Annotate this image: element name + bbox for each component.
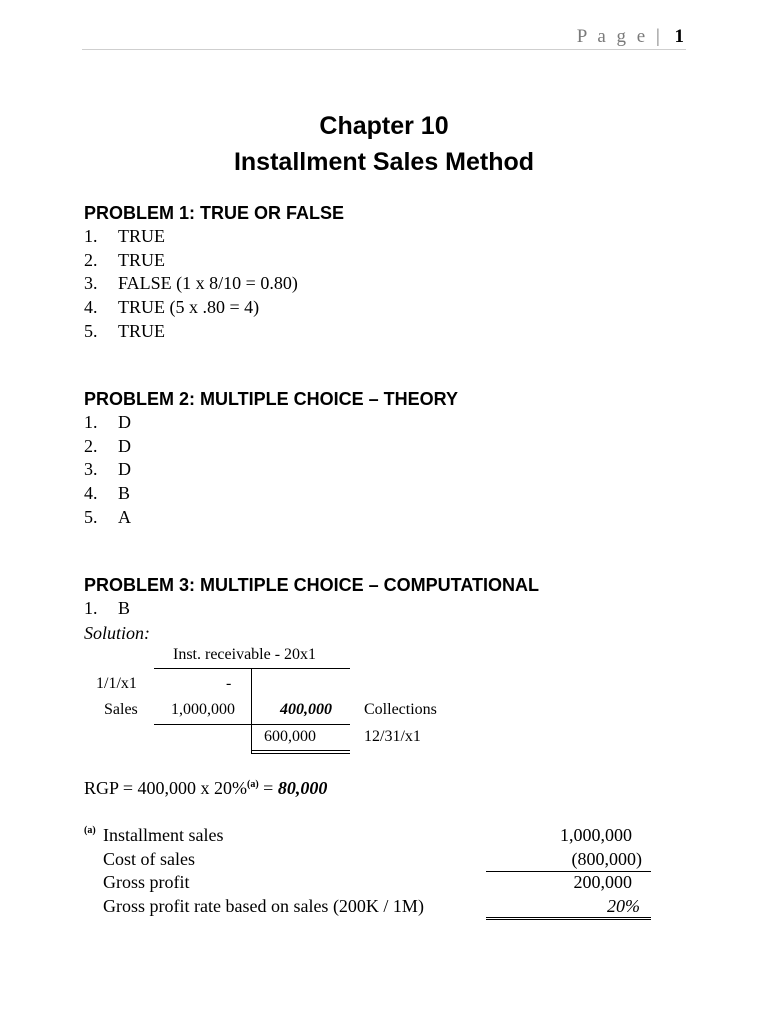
answer-text: A [118, 506, 131, 527]
answer-text: D [118, 412, 131, 432]
page-header [577, 26, 684, 48]
answer-number: 5. [84, 506, 98, 527]
gp-row-label: Cost of sales [103, 848, 195, 869]
answer-item [84, 597, 539, 621]
chapter-number: Chapter 10 [319, 112, 449, 140]
problem-2-heading: PROBLEM 2: MULTIPLE CHOICE – THEORY [84, 389, 459, 409]
page-number: 1 [674, 26, 684, 47]
answer-item [84, 272, 344, 296]
problem-3-answers [84, 597, 539, 621]
gp-row [84, 825, 664, 849]
answer-item [84, 320, 344, 344]
gp-row-value: 20% [607, 895, 640, 916]
answer-number: 2. [84, 435, 98, 456]
answer-item [84, 506, 458, 530]
rgp-formula: RGP = 400,000 x 20% [84, 778, 247, 798]
answer-number: 3. [84, 459, 98, 480]
answer-text: TRUE [118, 226, 165, 246]
answer-number: 2. [84, 249, 98, 270]
answer-text: D [118, 435, 131, 456]
answer-item [84, 458, 458, 482]
gp-total-double-rule [486, 917, 651, 920]
gross-profit-table [84, 825, 664, 919]
problem-3-heading: PROBLEM 3: MULTIPLE CHOICE – COMPUTATIONAL [84, 575, 539, 595]
answer-text: FALSE (1 x 8/10 = 0.80) [118, 273, 298, 294]
answer-item [84, 249, 344, 273]
answer-item [84, 411, 458, 435]
gp-row-label: Installment sales [103, 825, 224, 845]
answer-number: 1. [84, 412, 98, 432]
gp-row-value: 1,000,000 [560, 825, 632, 845]
t-account-sum-rule [154, 724, 350, 725]
rgp-footnote-ref: (a) [247, 779, 259, 790]
answer-text: D [118, 459, 131, 480]
t-account-row-label: Sales [104, 701, 138, 718]
answer-number: 1. [84, 226, 98, 246]
answer-item [84, 482, 458, 506]
answer-item [84, 225, 344, 249]
rgp-computation [84, 778, 327, 799]
page-separator: | [655, 26, 663, 47]
t-account-debit: 1,000,000 [171, 701, 235, 718]
gp-row-value: (800,000) [571, 848, 642, 869]
answer-number: 3. [84, 273, 98, 294]
problem-2-section [84, 387, 458, 530]
gp-row-value: 200,000 [573, 872, 632, 892]
answer-text: TRUE [118, 249, 165, 270]
answer-number: 4. [84, 483, 98, 504]
t-account-credit: 400,000 [280, 701, 332, 718]
chapter-title [0, 108, 768, 180]
t-account-double-rule-1 [251, 750, 350, 751]
problem-1-section [84, 201, 344, 344]
gp-row [84, 849, 664, 873]
page-word: P a g e [576, 26, 649, 47]
t-account-balance: 600,000 [264, 728, 316, 745]
problem-3-section [84, 573, 539, 645]
problem-1-answers [84, 225, 344, 344]
answer-text: B [118, 483, 131, 504]
t-account-top-rule [154, 668, 350, 669]
problem-1-heading: PROBLEM 1: TRUE OR FALSE [84, 203, 345, 223]
chapter-subtitle: Installment Sales Method [233, 148, 535, 176]
t-account-row-label: 1/1/x1 [96, 675, 137, 692]
t-account-center-rule [251, 668, 252, 753]
gp-footnote-marker: (a) [84, 825, 96, 836]
gp-row-label: Gross profit rate based on sales (200K / 1M) [103, 895, 424, 916]
answer-number: 4. [84, 297, 98, 318]
answer-number: 5. [84, 320, 98, 341]
t-account-balance-note: 12/31/x1 [364, 728, 421, 745]
answer-item [84, 435, 458, 459]
t-account [84, 640, 484, 760]
header-divider [82, 49, 686, 50]
gp-row-label: Gross profit [103, 872, 190, 892]
answer-text: B [118, 598, 131, 618]
t-account-note: Collections [364, 701, 437, 718]
answer-item [84, 296, 344, 320]
problem-2-answers [84, 411, 458, 530]
t-account-title: Inst. receivable - 20x1 [173, 646, 317, 663]
solution-label: Solution: [84, 622, 150, 643]
answer-text: TRUE [118, 320, 165, 341]
gp-row [84, 896, 664, 920]
answer-text: TRUE (5 x .80 = 4) [118, 297, 260, 318]
answer-number: 1. [84, 598, 98, 618]
t-account-double-rule-2 [251, 753, 350, 754]
rgp-equals: = [258, 778, 278, 798]
rgp-result: 80,000 [277, 778, 328, 798]
gp-row [84, 872, 664, 896]
t-account-debit: - [226, 675, 232, 692]
